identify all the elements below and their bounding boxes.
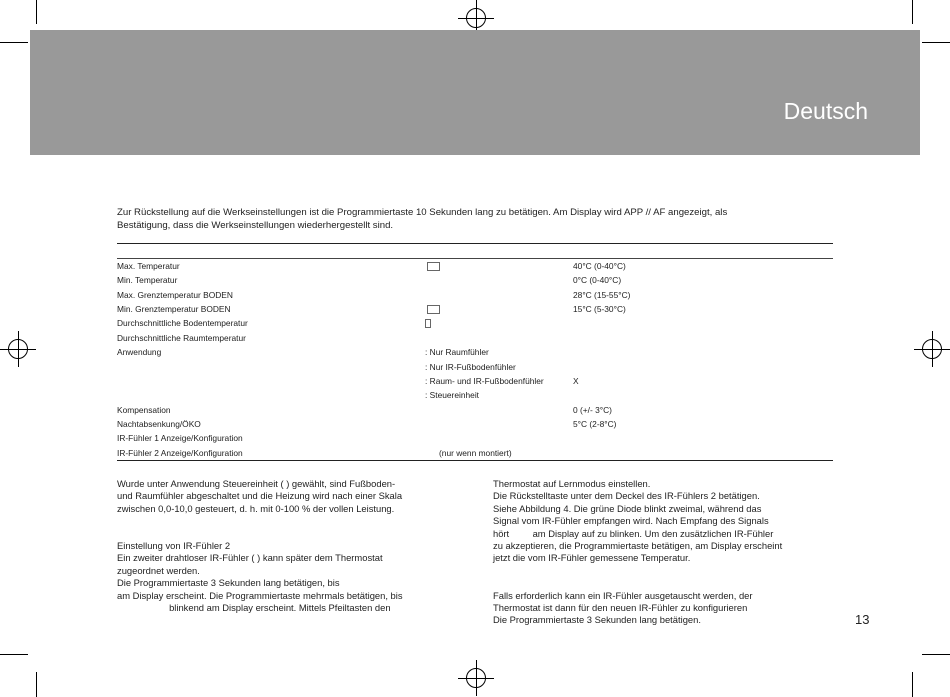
table-top-rule — [117, 243, 833, 244]
setting-value: 0°C (0-40°C) — [573, 275, 622, 285]
body-line: zugeordnet werden. — [117, 564, 200, 576]
language-title: Deutsch — [783, 98, 868, 124]
body-line: Die Programmiertaste 3 Sekunden lang betätigen. — [493, 614, 701, 626]
setting-label: Kompensation — [117, 405, 171, 415]
setting-label: Nachtabsenkung/ÖKO — [117, 419, 201, 429]
crop-mark — [912, 672, 913, 697]
setting-label: Durchschnittliche Bodentemperatur — [117, 318, 248, 328]
setting-label: Durchschnittliche Raumtemperatur — [117, 333, 246, 343]
body-line: Signal vom IR-Fühler empfangen wird. Nach Empfang des Signals — [493, 515, 769, 527]
setting-label: Min. Temperatur — [117, 275, 178, 285]
body-line: Siehe Abbildung 4. Die grüne Diode blinkt zweimal, während das — [493, 502, 762, 514]
setting-label: IR-Fühler 2 Anzeige/Konfiguration — [117, 448, 243, 458]
setting-label: Min. Grenztemperatur BODEN — [117, 304, 231, 314]
body-line: Wurde unter Anwendung Steuereinheit ( ) gewählt, sind Fußboden- — [117, 478, 396, 489]
setting-label: Max. Grenztemperatur BODEN — [117, 290, 233, 300]
subheading: Einstellung von IR-Fühler 2 — [117, 540, 231, 551]
setting-option: : Raum- und IR-Fußbodenfühler — [425, 376, 544, 386]
body-line: zu akzeptieren, die Programmiertaste betätigen, am Display erscheint — [493, 540, 783, 552]
body-line: Die Rückstelltaste unter dem Deckel des IR-Fühlers 2 betätigen. — [493, 490, 760, 502]
crop-mark — [36, 672, 37, 697]
intro-line: Zur Rückstellung auf die Werkseinstellungen ist die Programmiertaste 10 Sekunden lang zu betätigen. Am Display wird APP // AF angezeigt, als — [117, 207, 728, 218]
body-line: zwischen 0,0-10,0 gesteuert, d. h. mit 0-100 % der vollen Leistung. — [117, 502, 395, 514]
default-mark: X — [573, 376, 579, 386]
registration-mark-bottom — [466, 668, 486, 688]
setting-value: 40°C (0-40°C) — [573, 261, 626, 271]
body-line: Die Programmiertaste 3 Sekunden lang betätigen, bis — [117, 577, 340, 589]
setting-value: 0 (+/- 3°C) — [573, 405, 612, 415]
table-header-rule — [117, 258, 833, 259]
table-bottom-rule — [117, 460, 833, 461]
setting-note: (nur wenn montiert) — [439, 448, 512, 458]
body-line: am Display erscheint. Die Programmiertaste mehrmals betätigen, bis — [117, 589, 403, 601]
body-line: jetzt die vom IR-Fühler gemessene Temperatur. — [493, 552, 691, 564]
body-line: Thermostat auf Lernmodus einstellen. — [493, 478, 651, 489]
crop-mark — [922, 654, 950, 655]
setting-option: : Steuereinheit — [425, 390, 480, 400]
setting-option: : Nur Raumfühler — [425, 347, 489, 357]
crop-mark — [0, 654, 28, 655]
setting-value: 5°C (2-8°C) — [573, 419, 617, 429]
crop-mark — [0, 42, 28, 43]
registration-mark-left — [8, 339, 28, 359]
body-line: blinkend am Display erscheint. Mittels Pfeiltasten den — [117, 602, 391, 614]
body-line: und Raumfühler abgeschaltet und die Heizung wird nach einer Skala — [117, 490, 403, 502]
right-column — [493, 478, 838, 627]
setting-label: Max. Temperatur — [117, 261, 180, 271]
header-band — [30, 30, 920, 155]
body-line: Thermostat ist dann für den neuen IR-Fühler zu konfigurieren — [493, 602, 748, 614]
registration-mark-right — [922, 339, 942, 359]
registration-mark-top — [466, 8, 486, 28]
reset-instructions — [117, 207, 837, 232]
intro-line: Bestätigung, dass die Werkseinstellungen wiederhergestellt sind. — [117, 219, 394, 231]
crop-mark — [36, 0, 37, 24]
setting-value: 15°C (5-30°C) — [573, 304, 626, 314]
setting-value: 28°C (15-55°C) — [573, 290, 631, 300]
body-line: hört am Display auf zu blinken. Um den zusätzlichen IR-Fühler — [493, 527, 774, 539]
body-line: Ein zweiter drahtloser IR-Fühler ( ) kann später dem Thermostat — [117, 552, 383, 564]
body-line: Falls erforderlich kann ein IR-Fühler ausgetauscht werden, der — [493, 589, 753, 601]
setting-option: : Nur IR-Fußbodenfühler — [425, 362, 516, 372]
display-segment-icon — [427, 305, 440, 314]
setting-label: IR-Fühler 1 Anzeige/Konfiguration — [117, 433, 243, 443]
left-column — [117, 478, 462, 614]
page-number: 13 — [855, 612, 870, 627]
crop-mark — [912, 0, 913, 24]
display-segment-icon — [427, 262, 440, 271]
setting-label: Anwendung — [117, 347, 162, 357]
display-segment-icon — [425, 319, 431, 328]
crop-mark — [922, 42, 950, 43]
